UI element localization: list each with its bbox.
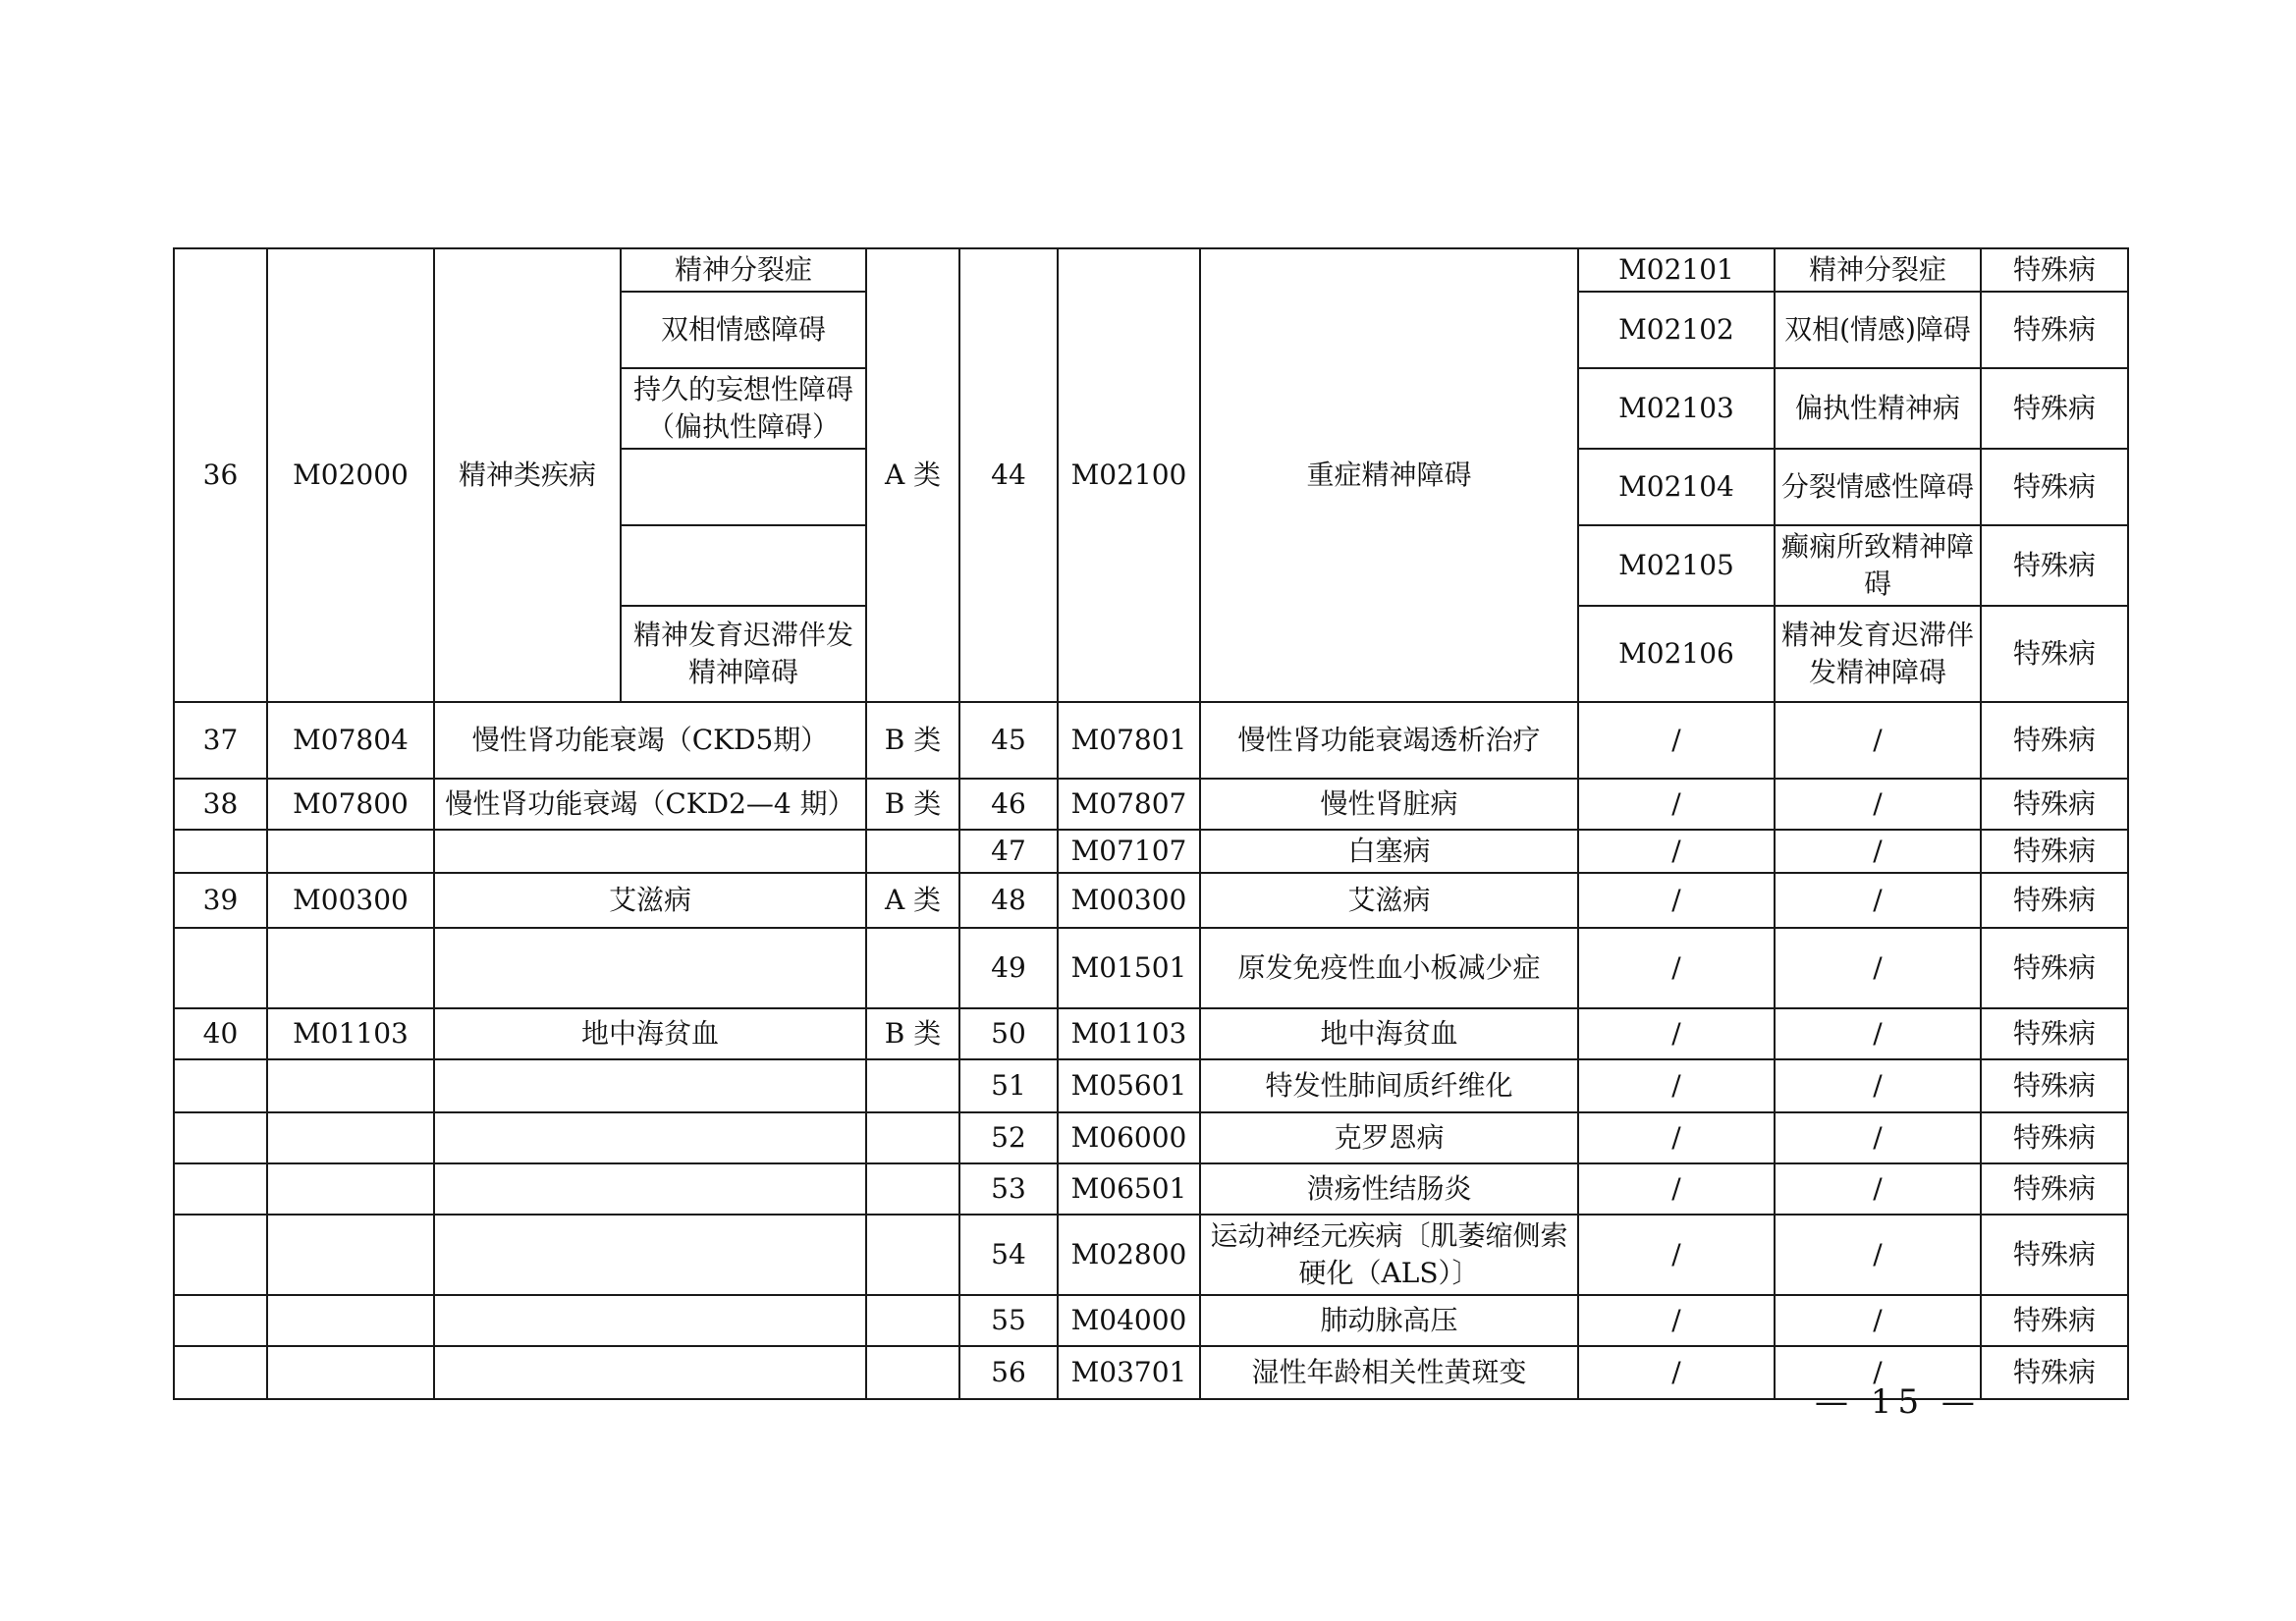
subname-cell: 癫痫所致精神障碍 — [1775, 525, 1981, 606]
code-cell: M07804 — [267, 702, 434, 779]
serial-cell: 48 — [959, 873, 1058, 928]
serial-cell: 47 — [959, 830, 1058, 873]
disease-cell — [434, 928, 866, 1008]
table-row — [174, 1163, 2128, 1215]
table-row — [174, 1059, 2128, 1112]
code-cell — [267, 928, 434, 1008]
code-cell: M01103 — [1058, 1008, 1200, 1059]
disease-cell: 白塞病 — [1200, 830, 1578, 873]
type-cell: 特殊病 — [1981, 830, 2128, 873]
category-cell: B 类 — [866, 702, 959, 779]
subcode-cell: M02106 — [1578, 606, 1775, 702]
category-cell: A 类 — [866, 873, 959, 928]
serial-cell: 50 — [959, 1008, 1058, 1059]
category-cell — [866, 830, 959, 873]
disease-cell: 原发免疫性血小板减少症 — [1200, 928, 1578, 1008]
type-cell: 特殊病 — [1981, 702, 2128, 779]
disease-cell: 慢性肾功能衰竭（CKD5期） — [434, 702, 866, 779]
subname-cell: / — [1775, 1215, 1981, 1295]
serial-cell: 49 — [959, 928, 1058, 1008]
code-cell: M02000 — [267, 248, 434, 702]
subtype-cell: 持久的妄想性障碍（偏执性障碍） — [621, 368, 866, 449]
type-cell: 特殊病 — [1981, 248, 2128, 292]
serial-cell — [174, 1295, 267, 1346]
serial-cell: 36 — [174, 248, 267, 702]
serial-cell — [174, 1112, 267, 1163]
type-cell: 特殊病 — [1981, 1346, 2128, 1399]
serial-cell: 54 — [959, 1215, 1058, 1295]
disease-cell — [434, 830, 866, 873]
type-cell: 特殊病 — [1981, 368, 2128, 449]
subcode-cell: M02105 — [1578, 525, 1775, 606]
subtype-cell: 双相情感障碍 — [621, 292, 866, 368]
code-cell: M04000 — [1058, 1295, 1200, 1346]
code-cell: M01103 — [267, 1008, 434, 1059]
subname-cell: / — [1775, 1346, 1981, 1399]
subcode-cell: / — [1578, 830, 1775, 873]
category-cell: B 类 — [866, 1008, 959, 1059]
code-cell — [267, 1295, 434, 1346]
disease-cell — [434, 1215, 866, 1295]
code-cell: M01501 — [1058, 928, 1200, 1008]
code-cell — [267, 1346, 434, 1399]
code-cell — [267, 1163, 434, 1215]
serial-cell: 51 — [959, 1059, 1058, 1112]
serial-cell — [174, 1163, 267, 1215]
serial-cell — [174, 1215, 267, 1295]
disease-cell: 湿性年龄相关性黄斑变 — [1200, 1346, 1578, 1399]
serial-cell: 53 — [959, 1163, 1058, 1215]
disease-cell — [434, 1346, 866, 1399]
subcode-cell: / — [1578, 928, 1775, 1008]
disease-cell: 地中海贫血 — [434, 1008, 866, 1059]
subname-cell: 双相(情感)障碍 — [1775, 292, 1981, 368]
disease-cell: 特发性肺间质纤维化 — [1200, 1059, 1578, 1112]
serial-cell: 46 — [959, 779, 1058, 830]
disease-cell: 艾滋病 — [1200, 873, 1578, 928]
subname-cell: / — [1775, 1295, 1981, 1346]
table-row — [174, 779, 2128, 830]
serial-cell: 52 — [959, 1112, 1058, 1163]
subname-cell: / — [1775, 1059, 1981, 1112]
serial-cell — [174, 1346, 267, 1399]
subcode-cell: / — [1578, 1346, 1775, 1399]
serial-cell — [174, 928, 267, 1008]
disease-cell: 重症精神障碍 — [1200, 248, 1578, 702]
serial-cell: 44 — [959, 248, 1058, 702]
code-cell: M07801 — [1058, 702, 1200, 779]
table-row — [174, 873, 2128, 928]
subcode-cell: M02101 — [1578, 248, 1775, 292]
category-cell — [866, 1215, 959, 1295]
page-number: — 15 — — [1815, 1382, 1981, 1422]
code-cell: M07800 — [267, 779, 434, 830]
subtype-cell — [621, 449, 866, 525]
category-cell — [866, 1163, 959, 1215]
code-cell — [267, 1059, 434, 1112]
type-cell: 特殊病 — [1981, 292, 2128, 368]
table-row — [174, 248, 2128, 292]
disease-cell: 运动神经元疾病〔肌萎缩侧索硬化（ALS）〕 — [1200, 1215, 1578, 1295]
subname-cell: / — [1775, 1163, 1981, 1215]
subcode-cell: M02103 — [1578, 368, 1775, 449]
type-cell: 特殊病 — [1981, 1059, 2128, 1112]
type-cell: 特殊病 — [1981, 1163, 2128, 1215]
code-cell — [267, 1112, 434, 1163]
code-cell — [267, 1215, 434, 1295]
subname-cell: 分裂情感性障碍 — [1775, 449, 1981, 525]
disease-cell: 地中海贫血 — [1200, 1008, 1578, 1059]
category-cell: A 类 — [866, 248, 959, 702]
subname-cell: / — [1775, 928, 1981, 1008]
type-cell: 特殊病 — [1981, 449, 2128, 525]
subtype-cell: 精神发育迟滞伴发精神障碍 — [621, 606, 866, 702]
type-cell: 特殊病 — [1981, 525, 2128, 606]
code-cell: M02100 — [1058, 248, 1200, 702]
code-cell: M05601 — [1058, 1059, 1200, 1112]
subcode-cell: / — [1578, 702, 1775, 779]
disease-cell: 艾滋病 — [434, 873, 866, 928]
table-row — [174, 1215, 2128, 1295]
table-row — [174, 830, 2128, 873]
subcode-cell: / — [1578, 1163, 1775, 1215]
serial-cell — [174, 830, 267, 873]
table-row — [174, 928, 2128, 1008]
subtype-cell: 精神分裂症 — [621, 248, 866, 292]
subname-cell: 偏执性精神病 — [1775, 368, 1981, 449]
table-row — [174, 702, 2128, 779]
code-cell: M00300 — [267, 873, 434, 928]
subcode-cell: / — [1578, 1215, 1775, 1295]
serial-cell: 39 — [174, 873, 267, 928]
category-cell — [866, 1346, 959, 1399]
serial-cell — [174, 1059, 267, 1112]
table-row — [174, 1008, 2128, 1059]
category-cell: B 类 — [866, 779, 959, 830]
subname-cell: / — [1775, 702, 1981, 779]
disease-cell: 克罗恩病 — [1200, 1112, 1578, 1163]
type-cell: 特殊病 — [1981, 873, 2128, 928]
subname-cell: / — [1775, 1112, 1981, 1163]
code-cell: M06501 — [1058, 1163, 1200, 1215]
subcode-cell: / — [1578, 1008, 1775, 1059]
type-cell: 特殊病 — [1981, 928, 2128, 1008]
code-cell: M03701 — [1058, 1346, 1200, 1399]
subname-cell: / — [1775, 830, 1981, 873]
disease-cell: 慢性肾脏病 — [1200, 779, 1578, 830]
disease-cell — [434, 1163, 866, 1215]
serial-cell: 56 — [959, 1346, 1058, 1399]
serial-cell: 55 — [959, 1295, 1058, 1346]
category-cell — [866, 1295, 959, 1346]
subname-cell: 精神分裂症 — [1775, 248, 1981, 292]
code-cell — [267, 830, 434, 873]
disease-cell: 慢性肾功能衰竭（CKD2—4 期） — [434, 779, 866, 830]
type-cell: 特殊病 — [1981, 1008, 2128, 1059]
disease-cell: 溃疡性结肠炎 — [1200, 1163, 1578, 1215]
code-cell: M06000 — [1058, 1112, 1200, 1163]
subcode-cell: / — [1578, 779, 1775, 830]
type-cell: 特殊病 — [1981, 1112, 2128, 1163]
disease-cell — [434, 1059, 866, 1112]
disease-cell — [434, 1112, 866, 1163]
type-cell: 特殊病 — [1981, 779, 2128, 830]
subname-cell: / — [1775, 1008, 1981, 1059]
subname-cell: / — [1775, 779, 1981, 830]
disease-cell: 慢性肾功能衰竭透析治疗 — [1200, 702, 1578, 779]
subtype-cell — [621, 525, 866, 606]
subcode-cell: M02102 — [1578, 292, 1775, 368]
code-cell: M00300 — [1058, 873, 1200, 928]
type-cell: 特殊病 — [1981, 606, 2128, 702]
subcode-cell: / — [1578, 1059, 1775, 1112]
serial-cell: 45 — [959, 702, 1058, 779]
subcode-cell: / — [1578, 1295, 1775, 1346]
disease-code-table — [173, 247, 2129, 1400]
disease-cell: 肺动脉高压 — [1200, 1295, 1578, 1346]
serial-cell: 37 — [174, 702, 267, 779]
code-cell: M07107 — [1058, 830, 1200, 873]
disease-cell: 精神类疾病 — [434, 248, 621, 702]
subcode-cell: / — [1578, 1112, 1775, 1163]
category-cell — [866, 1112, 959, 1163]
serial-cell: 38 — [174, 779, 267, 830]
code-cell: M02800 — [1058, 1215, 1200, 1295]
disease-cell — [434, 1295, 866, 1346]
subname-cell: / — [1775, 873, 1981, 928]
category-cell — [866, 1059, 959, 1112]
category-cell — [866, 928, 959, 1008]
table-row — [174, 1295, 2128, 1346]
type-cell: 特殊病 — [1981, 1215, 2128, 1295]
type-cell: 特殊病 — [1981, 1295, 2128, 1346]
serial-cell: 40 — [174, 1008, 267, 1059]
code-cell: M07807 — [1058, 779, 1200, 830]
subcode-cell: / — [1578, 873, 1775, 928]
subcode-cell: M02104 — [1578, 449, 1775, 525]
table-row — [174, 1112, 2128, 1163]
subname-cell: 精神发育迟滞伴发精神障碍 — [1775, 606, 1981, 702]
